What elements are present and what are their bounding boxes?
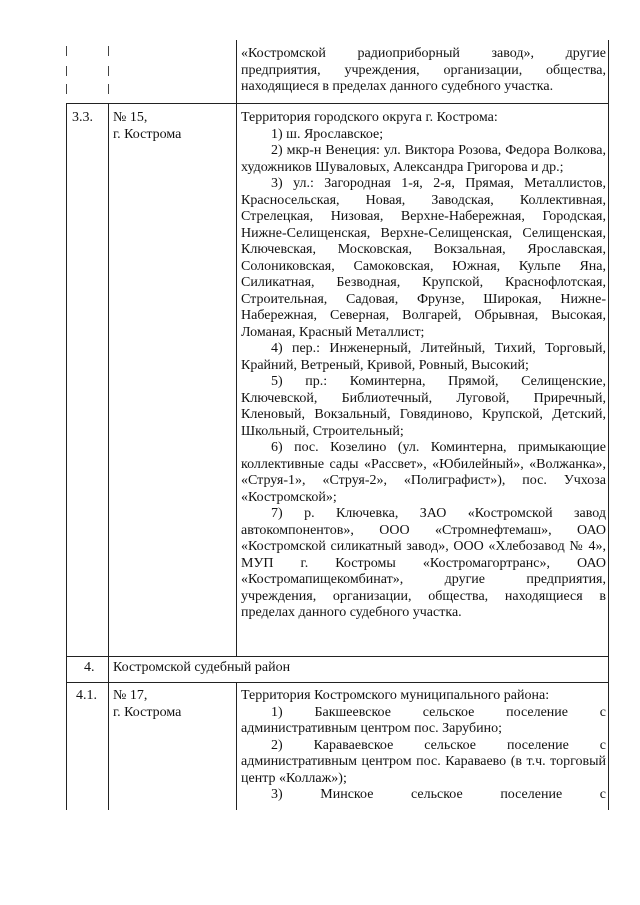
text-line: находящиеся в пределах данного судебного участка. [241,79,554,94]
territory-item: 4) пер.: Инженерный, Литейный, Тихий, Торговый, Крайний, Ветреный, Кривой, Ровный, Высокий; [241,341,606,373]
court-section [113,110,233,143]
territory-description [241,688,606,804]
territory-description [241,110,606,622]
table-border-col2 [236,683,237,810]
table-border-left-dash [66,66,67,76]
territory-item: 1) Бакшеевское сельское поселение с административным центром пос. Зарубино; [241,704,606,736]
territory-item: 2) мкр-н Венеция: ул. Виктора Розова, Федора Волкова, художников Шуваловых, Александра Григорова и др.; [241,143,606,175]
table-border-left-dash [66,84,67,94]
text-line: предприятия, учреждения, организации, общества, [241,62,606,78]
territory-item: 6) пос. Козелино (ул. Коминтерна, примыкающие коллективные сады «Рассвет», «Юбилейный», «Волжанка», «Струя-1», «Струя-2», «Полиграфист»), пос. Учхоза «Костромской»; [241,440,606,505]
row-number: 3.3. [72,110,93,125]
table-border-left [66,103,67,810]
row-separator [66,682,609,683]
territory-item: 7) р. Ключевка, ЗАО «Костромской завод автокомпонентов», ООО «Стромнефтемаш», ОАО «Костромской силикатный завод», ООО «Хлебозавод № 4», МУП г. Костромы «Костромагортранс», ОАО «Костромапищекомбинат», другие предприятия, учреждения, организации, общества, находящиеся в пределах данного судебного участка. [241,506,606,620]
territory-item: 3) ул.: Загородная 1-я, 2-я, Прямая, Металлистов, Красносельская, Новая, Заводская, Коллективная, Стрелецкая, Низовая, Верхне-Набережная, Городская, Нижне-Селищенская, Верхне-Селищенская, Селищенская, Ключевская, Московская, Вокзальная, Ярославская, Солониковская, Самоковская, Южная, Кульпе Яна, Силикатная, Безводная, Крупской, Краснофлотская, Строительная, Садовая, Фрунзе, Широкая, Нижне-Набережная, Северная, Волгарей, Обрывная, Высокая, Ломаная, Красный Металлист; [241,176,606,340]
row-separator [66,656,609,657]
table-border-left-dash [66,46,67,56]
territory-item: 1) ш. Ярославское; [271,126,384,142]
territory-title: Территория Костромского муниципального района: [241,688,550,703]
territory-item: 3) Минское сельское поселение с [271,787,606,802]
territory-title: Территория городского округа г. Кострома: [241,110,498,125]
table-border-dash [108,66,109,76]
court-number: № 15, [113,110,148,125]
court-section [113,688,233,721]
continued-territory [241,46,606,96]
territory-item: 5) пр.: Коминтерна, Прямой, Селищенские, Ключевской, Библиотечный, Луговой, Приречный, Кленовый, Вокзальный, Говядиново, Крупской, Детский, Школьный, Строительный; [241,374,606,439]
row-separator [66,103,609,104]
court-city: г. Кострома [113,704,182,720]
table-border-dash [108,84,109,94]
table-border-right [608,40,609,810]
section-title: Костромской судебный район [113,660,291,675]
text-line: «Костромской радиоприборный завод», другие [241,46,606,61]
row-number: 4.1. [76,688,97,703]
table-border-dash [108,46,109,56]
table-border-col2 [236,40,237,657]
row-number: 4. [84,660,95,675]
territory-item: 2) Караваевское сельское поселение с административным центром пос. Караваево (в т.ч. торговый центр «Коллаж»); [241,737,606,786]
court-number: № 17, [113,688,148,703]
court-city: г. Кострома [113,126,182,142]
